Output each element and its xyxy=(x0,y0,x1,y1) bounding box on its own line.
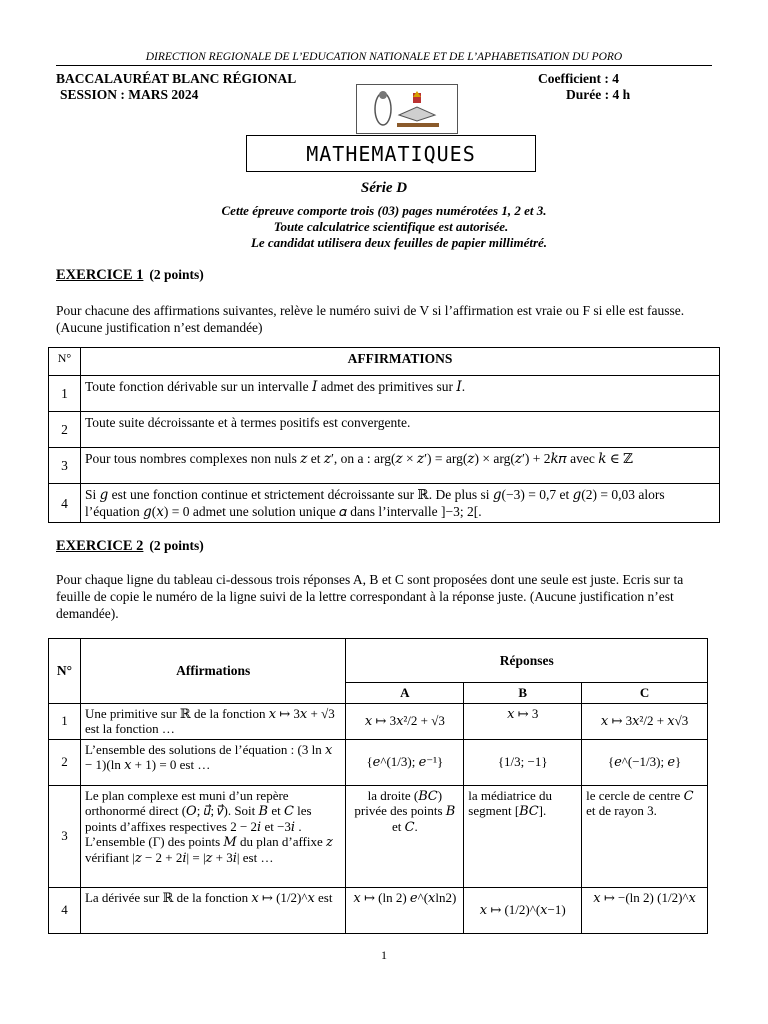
row-number: 4 xyxy=(49,887,81,933)
table-row xyxy=(49,703,708,739)
row-number: 2 xyxy=(49,412,81,448)
answer-a: 𝑥 ↦ 3𝑥²/2 + √3 xyxy=(346,703,464,739)
answer-a: {𝑒^(1/3); 𝑒⁻¹} xyxy=(346,739,464,785)
affirmation-text: Une primitive sur ℝ de la fonction 𝑥 ↦ 3𝑥 + √3 est la fonction … xyxy=(80,703,345,739)
row-number: 1 xyxy=(49,703,81,739)
answer-c: 𝑥 ↦ 3𝑥²/2 + 𝑥√3 xyxy=(582,703,708,739)
affirmation-text: Si 𝑔 est une fonction continue et strictement décroissante sur ℝ. De plus si 𝑔(−3) = 0,7 et 𝑔(2) = 0,03 alors l’équation 𝑔(𝑥) = 0 admet une solution unique 𝛼 dans l’intervalle ]−3; 2[. xyxy=(81,484,720,523)
table-row xyxy=(49,376,720,412)
answer-c: le cercle de centre 𝐶 et de rayon 3. xyxy=(582,785,708,887)
row-number: 1 xyxy=(49,376,81,412)
exercise-1-heading: EXERCICE 1 xyxy=(56,267,144,283)
answer-b: la médiatrice du segment [𝐵𝐶]. xyxy=(464,785,582,887)
series-label: Série D xyxy=(360,180,408,196)
exercise-2-points: (2 points) xyxy=(149,538,204,553)
answer-c: 𝑥 ↦ −(ln 2) (1/2)^𝑥 xyxy=(582,887,708,933)
exercise-1-table xyxy=(48,347,720,523)
page-number: 1 xyxy=(381,948,387,962)
exam-name: BACCALAURÉAT BLANC RÉGIONAL xyxy=(56,71,297,86)
row-number: 3 xyxy=(49,448,81,484)
school-logo xyxy=(356,84,458,134)
coefficient-label: Coefficient : 4 xyxy=(538,71,619,86)
exercise-2-heading: EXERCICE 2 xyxy=(56,538,144,554)
answer-b: 𝑥 ↦ (1/2)^(𝑥−1) xyxy=(464,887,582,933)
column-header-affirmations: AFFIRMATIONS xyxy=(81,348,720,376)
column-header-a: A xyxy=(346,683,464,704)
exercise-1-title xyxy=(56,267,204,284)
answer-a: la droite (𝐵𝐶) privée des points 𝐵 et 𝐶. xyxy=(346,785,464,887)
exam-note: Toute calculatrice scientifique est autorisée. xyxy=(273,219,509,234)
session-label: SESSION : MARS 2024 xyxy=(60,87,199,102)
exercise-2-table xyxy=(48,638,708,934)
exercise-2-instruction: Pour chaque ligne du tableau ci-dessous trois réponses A, B et C sont proposées dont une seule est juste. Ecris sur ta feuille de copie le numéro de la ligne suivi de la lettre correspondant à la réponse juste. (Aucune justification n’est demandée). xyxy=(56,572,684,621)
row-number: 4 xyxy=(49,484,81,523)
affirmation-text: Toute fonction dérivable sur un intervalle 𝐼 admet des primitives sur 𝐼. xyxy=(81,376,720,412)
header-rule xyxy=(56,65,712,66)
answer-b: 𝑥 ↦ 3 xyxy=(464,703,582,739)
answer-c: {𝑒^(−1/3); 𝑒} xyxy=(582,739,708,785)
duration-label: Durée : 4 h xyxy=(566,87,631,102)
column-header-responses: Réponses xyxy=(346,639,708,683)
column-header-b: B xyxy=(464,683,582,704)
table-row xyxy=(49,448,720,484)
affirmation-text: Pour tous nombres complexes non nuls 𝑧 et 𝑧′, on a : arg(𝑧 × 𝑧′) = arg(𝑧) × arg(𝑧′) + 2𝑘𝜋 avec 𝑘 ∈ ℤ xyxy=(81,448,720,484)
table-row xyxy=(49,785,708,887)
exam-note: Le candidat utilisera deux feuilles de papier millimétré. xyxy=(250,235,548,250)
table-row xyxy=(49,739,708,785)
column-header-number: N° xyxy=(49,639,81,704)
direction-header: DIRECTION REGIONALE DE L’EDUCATION NATIONALE ET DE L’APHABETISATION DU PORO xyxy=(145,51,623,63)
exercise-1-instruction: Pour chacune des affirmations suivantes, relève le numéro suivi de V si l’affirmation est vraie ou F si elle est fausse. (Aucune justification n’est demandée) xyxy=(56,303,685,335)
column-header-c: C xyxy=(582,683,708,704)
exercise-1-points: (2 points) xyxy=(149,267,204,282)
affirmation-text: Le plan complexe est muni d’un repère orthonormé direct (𝑂; 𝑢⃗; 𝑣⃗). Soit 𝐵 et 𝐶 les points d’affixes respectives 2 − 2𝑖 et −3𝑖 . L’ensemble (Γ) des points 𝑀 du plan d’affixe 𝑧 vérifiant |𝑧 − 2 + 2𝑖| = |𝑧 + 3𝑖| est … xyxy=(80,785,345,887)
subject-title: MATHEMATIQUES xyxy=(246,135,536,172)
table-row xyxy=(49,484,720,523)
row-number: 3 xyxy=(49,785,81,887)
column-header-affirmations: Affirmations xyxy=(80,639,345,704)
affirmation-text: L’ensemble des solutions de l’équation : (3 ln 𝑥 − 1)(ln 𝑥 + 1) = 0 est … xyxy=(80,739,345,785)
table-row xyxy=(49,412,720,448)
answer-b: {1/3; −1} xyxy=(464,739,582,785)
answer-a: 𝑥 ↦ (ln 2) 𝑒^(𝑥ln2) xyxy=(346,887,464,933)
row-number: 2 xyxy=(49,739,81,785)
exam-note: Cette épreuve comporte trois (03) pages numérotées 1, 2 et 3. xyxy=(221,203,547,218)
table-row xyxy=(49,887,708,933)
affirmation-text: Toute suite décroissante et à termes positifs est convergente. xyxy=(81,412,720,448)
affirmation-text: La dérivée sur ℝ de la fonction 𝑥 ↦ (1/2)^𝑥 est xyxy=(80,887,345,933)
exercise-2-title xyxy=(56,538,204,555)
column-header-number: N° xyxy=(49,348,81,376)
